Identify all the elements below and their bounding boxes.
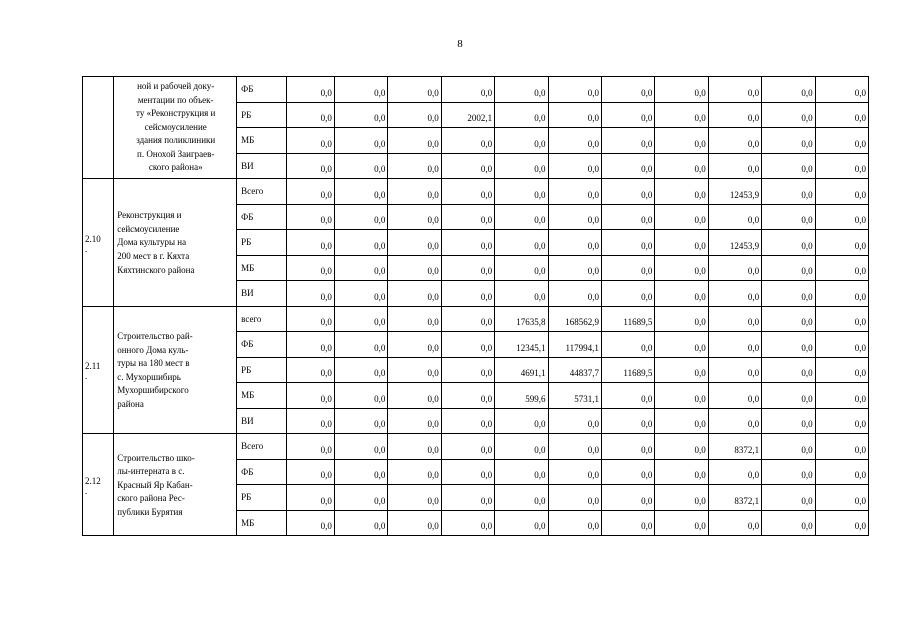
value-cell: 0,0 (762, 485, 815, 511)
value-cell: 0,0 (655, 383, 708, 409)
value-cell: 0,0 (655, 510, 708, 536)
value-cell: 0,0 (548, 459, 601, 485)
value-cell: 2002,1 (441, 102, 494, 128)
value-cell: 0,0 (286, 281, 334, 307)
value-cell: 0,0 (388, 306, 441, 332)
value-cell: 0,0 (286, 510, 334, 536)
value-cell: 0,0 (762, 230, 815, 256)
value-cell: 0,0 (334, 485, 387, 511)
item-name-line: онного Дома куль- (117, 344, 189, 355)
value-cell: 0,0 (655, 357, 708, 383)
value-cell: 0,0 (601, 408, 654, 434)
value-cell: 0,0 (548, 408, 601, 434)
value-cell: 0,0 (601, 179, 654, 205)
value-cell: 0,0 (548, 230, 601, 256)
value-cell: 0,0 (441, 255, 494, 281)
value-cell: 0,0 (286, 255, 334, 281)
value-cell: 0,0 (334, 332, 387, 358)
value-cell: 0,0 (762, 383, 815, 409)
item-name-line: Реконструкция и (117, 210, 182, 221)
value-cell: 0,0 (334, 434, 387, 460)
item-name-line: Кяхтинского района (117, 264, 195, 275)
value-cell: 0,0 (762, 281, 815, 307)
value-cell: 0,0 (388, 255, 441, 281)
item-name-line: лы-интерната в с. (117, 466, 185, 477)
value-cell: 0,0 (334, 128, 387, 154)
value-cell: 0,0 (708, 383, 761, 409)
value-cell: 0,0 (815, 230, 868, 256)
value-cell: 168562,9 (548, 306, 601, 332)
value-cell: 0,0 (815, 281, 868, 307)
value-cell: 0,0 (286, 128, 334, 154)
funding-source: ВИ (237, 281, 286, 307)
value-cell: 0,0 (762, 204, 815, 230)
value-cell: 0,0 (708, 281, 761, 307)
value-cell: 0,0 (334, 383, 387, 409)
value-cell: 0,0 (762, 153, 815, 179)
value-cell: 0,0 (495, 459, 548, 485)
funding-source: ФБ (237, 332, 286, 358)
value-cell: 0,0 (815, 77, 868, 103)
value-cell: 0,0 (655, 255, 708, 281)
value-cell: 0,0 (286, 179, 334, 205)
value-cell: 0,0 (441, 230, 494, 256)
value-cell: 0,0 (815, 306, 868, 332)
value-cell: 0,0 (815, 179, 868, 205)
value-cell: 0,0 (601, 204, 654, 230)
value-cell: 0,0 (286, 332, 334, 358)
value-cell: 0,0 (334, 510, 387, 536)
value-cell: 0,0 (495, 77, 548, 103)
value-cell: 0,0 (655, 408, 708, 434)
value-cell: 0,0 (655, 77, 708, 103)
funding-source: ВИ (237, 408, 286, 434)
value-cell: 0,0 (441, 383, 494, 409)
value-cell: 0,0 (441, 306, 494, 332)
value-cell: 0,0 (762, 510, 815, 536)
value-cell: 0,0 (815, 459, 868, 485)
value-cell: 0,0 (601, 383, 654, 409)
value-cell: 0,0 (388, 357, 441, 383)
value-cell: 0,0 (334, 179, 387, 205)
item-name-line: Строительство шко- (117, 452, 195, 463)
value-cell: 0,0 (601, 77, 654, 103)
value-cell: 0,0 (388, 179, 441, 205)
value-cell: 0,0 (548, 281, 601, 307)
value-cell: 0,0 (655, 179, 708, 205)
value-cell: 0,0 (655, 102, 708, 128)
funding-source: ФБ (237, 77, 286, 103)
value-cell: 0,0 (388, 128, 441, 154)
value-cell: 0,0 (815, 434, 868, 460)
value-cell: 0,0 (495, 281, 548, 307)
value-cell: 0,0 (548, 102, 601, 128)
funding-source: МБ (237, 128, 286, 154)
item-name-line: п. Онохой Заиграев- (137, 148, 215, 159)
value-cell: 0,0 (388, 485, 441, 511)
value-cell: 0,0 (441, 179, 494, 205)
funding-source: МБ (237, 255, 286, 281)
value-cell: 0,0 (334, 230, 387, 256)
value-cell: 0,0 (655, 434, 708, 460)
value-cell: 0,0 (815, 383, 868, 409)
value-cell: 0,0 (334, 408, 387, 434)
item-name-line: района (117, 398, 144, 409)
value-cell: 11689,5 (601, 306, 654, 332)
value-cell: 0,0 (762, 459, 815, 485)
value-cell: 0,0 (286, 408, 334, 434)
value-cell: 0,0 (815, 485, 868, 511)
value-cell: 117994,1 (548, 332, 601, 358)
value-cell: 0,0 (762, 408, 815, 434)
value-cell: 0,0 (548, 77, 601, 103)
value-cell: 0,0 (388, 434, 441, 460)
value-cell: 12453,9 (708, 179, 761, 205)
value-cell: 0,0 (762, 357, 815, 383)
value-cell: 0,0 (441, 77, 494, 103)
item-name-line: Мухоршибирского (117, 385, 189, 396)
value-cell: 11689,5 (601, 357, 654, 383)
value-cell: 0,0 (601, 281, 654, 307)
funding-source: РБ (237, 357, 286, 383)
value-cell: 0,0 (815, 332, 868, 358)
value-cell: 0,0 (334, 153, 387, 179)
value-cell: 8372,1 (708, 434, 761, 460)
value-cell: 12453,9 (708, 230, 761, 256)
value-cell: 0,0 (655, 230, 708, 256)
value-cell: 0,0 (601, 434, 654, 460)
value-cell: 0,0 (388, 153, 441, 179)
item-name (114, 77, 237, 179)
value-cell: 0,0 (815, 510, 868, 536)
value-cell: 4691,1 (495, 357, 548, 383)
value-cell: 0,0 (762, 102, 815, 128)
value-cell: 0,0 (762, 128, 815, 154)
value-cell: 0,0 (286, 230, 334, 256)
value-cell: 0,0 (441, 281, 494, 307)
value-cell: 0,0 (388, 204, 441, 230)
item-name-line: ту «Реконструкция и (136, 108, 216, 119)
funding-source: РБ (237, 230, 286, 256)
item-name-line: Строительство рай- (117, 330, 193, 341)
value-cell: 0,0 (334, 459, 387, 485)
value-cell: 0,0 (495, 485, 548, 511)
value-cell: 0,0 (334, 102, 387, 128)
item-name-line: с. Мухоршибирь (117, 371, 181, 382)
value-cell: 0,0 (495, 204, 548, 230)
value-cell: 0,0 (441, 510, 494, 536)
value-cell: 0,0 (548, 255, 601, 281)
value-cell: 0,0 (441, 434, 494, 460)
value-cell: 0,0 (655, 128, 708, 154)
value-cell: 0,0 (815, 255, 868, 281)
value-cell: 0,0 (388, 230, 441, 256)
value-cell: 0,0 (495, 128, 548, 154)
item-name-line: туры на 180 мест в (117, 358, 190, 369)
value-cell: 0,0 (388, 408, 441, 434)
page-number: 8 (457, 38, 463, 50)
funding-source: ФБ (237, 204, 286, 230)
value-cell: 0,0 (388, 281, 441, 307)
value-cell: 0,0 (441, 204, 494, 230)
value-cell: 0,0 (601, 510, 654, 536)
value-cell: 0,0 (601, 230, 654, 256)
value-cell: 5731,1 (548, 383, 601, 409)
value-cell: 0,0 (286, 102, 334, 128)
value-cell: 0,0 (286, 77, 334, 103)
value-cell: 0,0 (708, 408, 761, 434)
value-cell: 0,0 (601, 332, 654, 358)
value-cell: 0,0 (815, 128, 868, 154)
table-row (83, 179, 869, 205)
value-cell: 0,0 (548, 153, 601, 179)
value-cell: 12345,1 (495, 332, 548, 358)
table-row (83, 434, 869, 460)
value-cell: 0,0 (388, 459, 441, 485)
funding-source: МБ (237, 383, 286, 409)
value-cell: 0,0 (601, 153, 654, 179)
item-name-line: ского района Рес- (117, 493, 185, 504)
value-cell: 0,0 (655, 153, 708, 179)
value-cell: 0,0 (655, 332, 708, 358)
value-cell: 0,0 (441, 357, 494, 383)
value-cell: 0,0 (708, 153, 761, 179)
value-cell: 8372,1 (708, 485, 761, 511)
value-cell: 0,0 (495, 510, 548, 536)
funding-source: МБ (237, 510, 286, 536)
value-cell: 0,0 (441, 128, 494, 154)
value-cell: 0,0 (441, 408, 494, 434)
value-cell: 0,0 (655, 485, 708, 511)
item-number: 2.10 . (83, 179, 114, 307)
value-cell: 0,0 (388, 510, 441, 536)
value-cell: 0,0 (815, 153, 868, 179)
item-name (114, 179, 237, 307)
item-number: 2.12 . (83, 434, 114, 536)
value-cell: 0,0 (762, 306, 815, 332)
item-name-line: Красный Яр Кабан- (117, 479, 193, 490)
value-cell: 44837,7 (548, 357, 601, 383)
item-name-line: сейсмоусиление (144, 121, 207, 132)
value-cell: 0,0 (334, 255, 387, 281)
value-cell: 0,0 (708, 306, 761, 332)
value-cell: 0,0 (388, 383, 441, 409)
value-cell: 0,0 (334, 357, 387, 383)
value-cell: 0,0 (548, 204, 601, 230)
value-cell: 0,0 (815, 408, 868, 434)
value-cell: 0,0 (495, 153, 548, 179)
value-cell: 0,0 (286, 357, 334, 383)
item-name-line: публики Бурятия (117, 506, 183, 517)
value-cell: 0,0 (708, 357, 761, 383)
value-cell: 0,0 (708, 102, 761, 128)
value-cell: 0,0 (762, 77, 815, 103)
value-cell: 0,0 (495, 434, 548, 460)
funding-source: РБ (237, 102, 286, 128)
value-cell: 0,0 (286, 306, 334, 332)
funding-source: РБ (237, 485, 286, 511)
value-cell: 0,0 (286, 383, 334, 409)
item-number (83, 77, 114, 179)
item-name-line: сейсмоусиление (117, 223, 180, 234)
item-name-line: 200 мест в г. Кяхта (117, 251, 190, 262)
value-cell: 0,0 (548, 128, 601, 154)
item-name-line: ной и рабочей доку- (137, 80, 215, 91)
value-cell: 0,0 (441, 153, 494, 179)
funding-source: Всего (237, 434, 286, 460)
value-cell: 0,0 (601, 128, 654, 154)
value-cell: 0,0 (815, 204, 868, 230)
value-cell: 0,0 (334, 77, 387, 103)
value-cell: 0,0 (441, 332, 494, 358)
value-cell: 0,0 (815, 102, 868, 128)
value-cell: 0,0 (286, 434, 334, 460)
value-cell: 0,0 (655, 459, 708, 485)
table-row (83, 306, 869, 332)
item-name-line: ского района» (148, 162, 203, 173)
value-cell: 0,0 (601, 459, 654, 485)
item-name-line: Дома культуры на (117, 237, 187, 248)
value-cell: 0,0 (708, 459, 761, 485)
item-name (114, 434, 237, 536)
value-cell: 0,0 (441, 485, 494, 511)
value-cell: 0,0 (495, 102, 548, 128)
item-name-line: ментации по объек- (137, 94, 214, 105)
funding-source: ФБ (237, 459, 286, 485)
value-cell: 0,0 (334, 204, 387, 230)
funding-table (82, 76, 869, 536)
value-cell: 17635,8 (495, 306, 548, 332)
item-name-line: здания поликлиники (136, 135, 216, 146)
value-cell: 0,0 (655, 306, 708, 332)
value-cell: 0,0 (762, 179, 815, 205)
funding-source: Всего (237, 179, 286, 205)
table-row (83, 77, 869, 103)
item-number: 2.11 . (83, 306, 114, 434)
value-cell: 0,0 (286, 459, 334, 485)
value-cell: 0,0 (708, 77, 761, 103)
funding-source: всего (237, 306, 286, 332)
value-cell: 0,0 (762, 255, 815, 281)
value-cell: 0,0 (548, 179, 601, 205)
value-cell: 0,0 (762, 434, 815, 460)
value-cell: 0,0 (495, 408, 548, 434)
value-cell: 0,0 (388, 332, 441, 358)
value-cell: 0,0 (708, 510, 761, 536)
value-cell: 0,0 (601, 255, 654, 281)
value-cell: 0,0 (334, 281, 387, 307)
value-cell: 0,0 (388, 102, 441, 128)
value-cell: 0,0 (708, 204, 761, 230)
value-cell: 0,0 (286, 153, 334, 179)
value-cell: 0,0 (495, 230, 548, 256)
value-cell: 0,0 (548, 485, 601, 511)
value-cell: 0,0 (708, 332, 761, 358)
value-cell: 0,0 (601, 102, 654, 128)
value-cell: 0,0 (548, 510, 601, 536)
funding-source: ВИ (237, 153, 286, 179)
value-cell: 0,0 (286, 204, 334, 230)
value-cell: 0,0 (655, 204, 708, 230)
value-cell: 0,0 (495, 255, 548, 281)
value-cell: 0,0 (441, 459, 494, 485)
value-cell: 0,0 (708, 128, 761, 154)
value-cell: 0,0 (286, 485, 334, 511)
value-cell: 599,6 (495, 383, 548, 409)
value-cell: 0,0 (708, 255, 761, 281)
table-body (83, 77, 869, 536)
value-cell: 0,0 (495, 179, 548, 205)
value-cell: 0,0 (388, 77, 441, 103)
value-cell: 0,0 (762, 332, 815, 358)
value-cell: 0,0 (334, 306, 387, 332)
value-cell: 0,0 (601, 485, 654, 511)
value-cell: 0,0 (655, 281, 708, 307)
item-name (114, 306, 237, 434)
value-cell: 0,0 (548, 434, 601, 460)
value-cell: 0,0 (815, 357, 868, 383)
